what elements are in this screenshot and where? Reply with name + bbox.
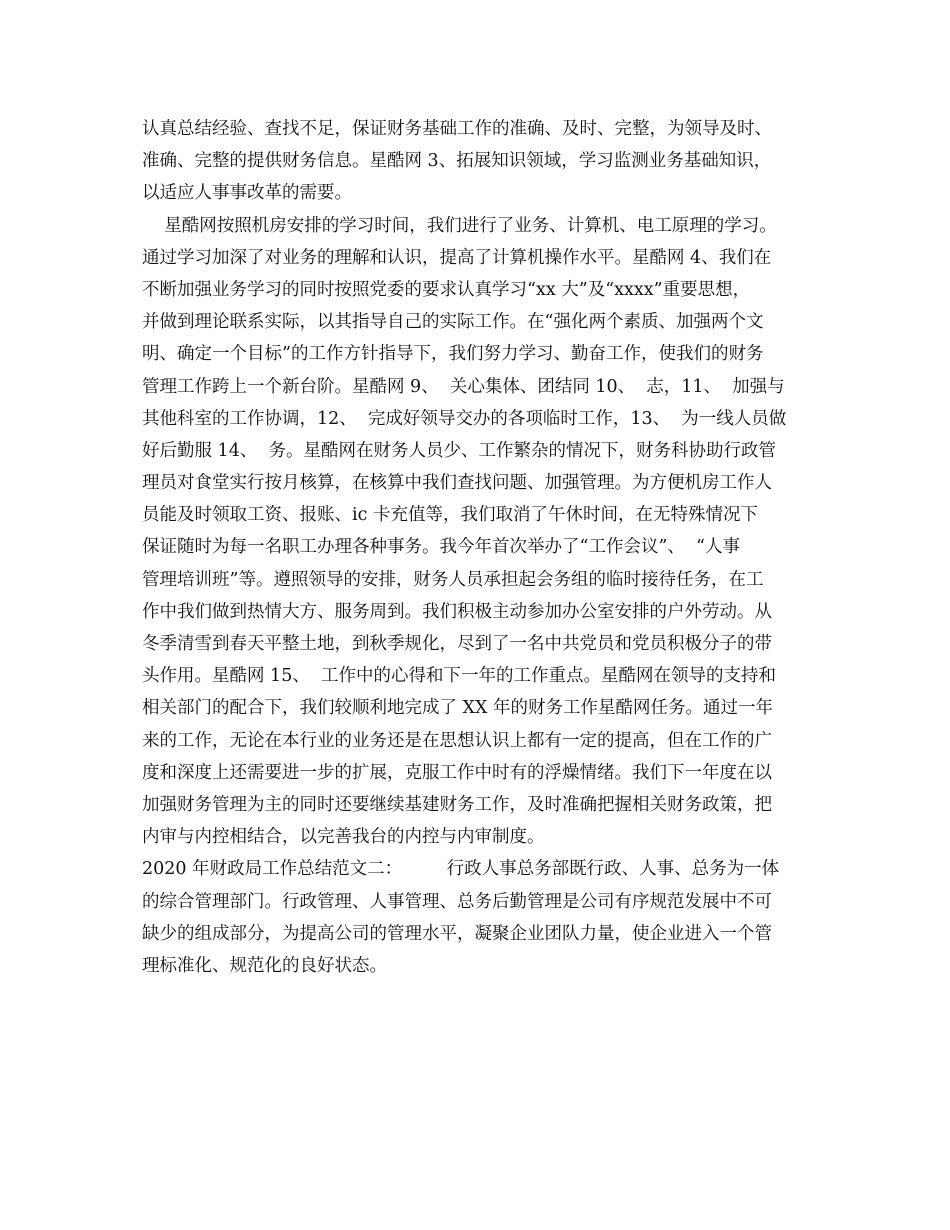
text-line: 相关部门的配合下，我们较顺利地完成了 XX 年的财务工作星酷网任务。通过一年	[142, 698, 774, 719]
text-line: 管理工作跨上一个新台阶。星酷网 9、 关心集体、团结同 10、 志，11、 加强与	[142, 376, 785, 397]
text-line: 明、确定一个目标”的工作方针指导下，我们努力学习、勤奋工作，使我们的财务	[142, 344, 764, 365]
text-line: 以适应人事事改革的需要。	[142, 183, 352, 204]
text-line: 管理培训班”等。遵照领导的安排，财务人员承担起会务组的临时接待任务，在工	[142, 569, 764, 590]
text-line: 内审与内控相结合，以完善我台的内控与内审制度。	[142, 827, 545, 848]
text-line: 2020 年财政局工作总结范文二： 行政人事总务部既行政、人事、总务为一体	[142, 859, 780, 880]
text-line: 作中我们做到热情大方、服务周到。我们积极主动参加办公室安排的户外劳动。从	[142, 601, 772, 622]
text-line: 的综合管理部门。行政管理、人事管理、总务后勤管理是公司有序规范发展中不可	[142, 891, 772, 912]
text-line: 员能及时领取工资、报账、ic 卡充值等，我们取消了午休时间，在无特殊情况下	[142, 505, 758, 526]
text-line: 不断加强业务学习的同时按照党委的要求认真学习“xx 大”及“xxxx”重要思想，	[142, 279, 751, 300]
text-line: 冬季清雪到春天平整土地，到秋季规化，尽到了一名中共党员和党员积极分子的带	[142, 634, 772, 654]
text-line: 通过学习加深了对业务的理解和认识，提高了计算机操作水平。星酷网 4、我们在	[142, 247, 772, 268]
text-line: 并做到理论联系实际，以其指导自己的实际工作。在“强化两个素质、加强两个文	[142, 312, 764, 333]
text-line: 来的工作，无论在本行业的业务还是在思想认识上都有一定的提高，但在工作的广	[142, 730, 772, 751]
text-line: 理员对食堂实行按月核算，在核算中我们查找问题、加强管理。为方便机房工作人	[142, 473, 772, 494]
text-line: 其他科室的工作协调，12、 完成好领导交办的各项临时工作，13、 为一线人员做	[142, 408, 787, 429]
text-line: 度和深度上还需要进一步的扩展，克服工作中时有的浮燥情绪。我们下一年度在以	[142, 762, 772, 783]
text-line: 认真总结经验、查找不足，保证财务基础工作的准确、及时、完整，为领导及时、	[142, 119, 772, 139]
text-line: 头作用。星酷网 15、 工作中的心得和下一年的工作重点。星酷网在领导的支持和	[142, 666, 776, 687]
text-line: 星酷网按照机房安排的学习时间，我们进行了业务、计算机、电工原理的学习。	[142, 215, 777, 236]
text-line: 缺少的组成部分，为提高公司的管理水平，凝聚企业团队力量，使企业进入一个管	[142, 923, 772, 944]
text-line: 理标准化、规范化的良好状态。	[142, 955, 387, 976]
document-body	[142, 113, 822, 982]
text-line: 加强财务管理为主的同时还要继续基建财务工作，及时准确把握相关财务政策，把	[142, 794, 772, 815]
text-line: 准确、完整的提供财务信息。星酷网 3、拓展知识领域，学习监测业务基础知识，	[142, 151, 772, 172]
text-line: 好后勤服 14、 务。星酷网在财务人员少、工作繁杂的情况下，财务科协助行政管	[142, 440, 776, 461]
text-line: 保证随时为每一名职工办理各种事务。我今年首次举办了“工作会议”、 “人事	[142, 537, 740, 558]
